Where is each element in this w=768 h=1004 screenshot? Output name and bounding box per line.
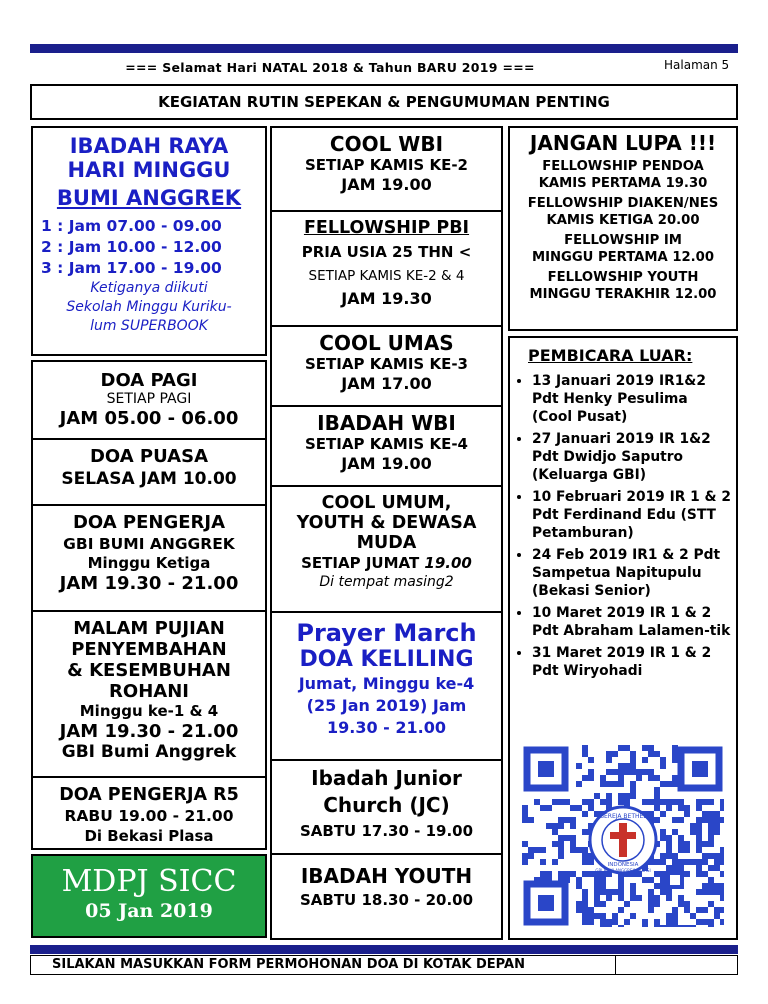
qr-code[interactable] (522, 745, 724, 927)
bottom-divider-bar (30, 945, 738, 954)
seal-top-text: GEREJA BETHEL (599, 813, 647, 820)
ibadah-youth-time: SABTU 18.30 - 20.00 (299, 891, 474, 909)
prayer-march-line-2: (25 Jan 2019) Jam (306, 696, 467, 715)
ibadah-youth-title: IBADAH YOUTH (300, 864, 473, 888)
ibadah-time-3: 3 : Jam 17.00 - 19.00 (41, 259, 222, 277)
cool-umas-sub: SETIAP KAMIS KE-3 (305, 355, 468, 373)
jangan-lupa-line-6: MINGGU PERTAMA 12.00 (531, 250, 715, 265)
doa-r5-time: RABU 19.00 - 21.00 (64, 807, 234, 825)
list-item: • 27 Januari 2019 IR 1&2 Pdt Dwidjo Saputro (Keluarga GBI) (532, 430, 732, 484)
doa-pagi-section (33, 362, 265, 438)
list-item: • 24 Feb 2019 IR1 & 2 Pdt Sampetua Napitupulu (Bekasi Senior) (532, 546, 732, 600)
doa-pengerja-place: GBI BUMI ANGGREK (63, 535, 235, 553)
cool-umum-place: Di tempat masing2 (319, 574, 454, 590)
fellowship-pbi-section (272, 210, 501, 325)
cool-wbi-sub: SETIAP KAMIS KE-2 (305, 156, 468, 174)
prayer-march-title: Prayer March (296, 619, 477, 647)
doa-pengerja-time: JAM 19.30 - 21.00 (59, 573, 239, 594)
mdpj-box (31, 854, 267, 938)
greeting-banner: === Selamat Hari NATAL 2018 & Tahun BARU 2019 === (125, 60, 535, 75)
pembicara-title-colon: : (685, 346, 693, 365)
malam-pujian-section (33, 610, 265, 776)
doa-pengerja-r5-section (33, 776, 265, 846)
ibadah-note-1: Ketiganya diikuti (90, 280, 208, 296)
ibadah-title-line2: HARI MINGGU (67, 158, 231, 182)
doa-r5-place: Di Bekasi Plasa (84, 827, 214, 845)
malam-pujian-line-2: PENYEMBAHAN (71, 639, 227, 660)
mdpj-title: MDPJ SICC (61, 864, 237, 899)
ibadah-note-2: Sekolah Minggu Kuriku- (66, 299, 232, 315)
ibadah-wbi-title: IBADAH WBI (317, 411, 456, 435)
cool-umum-line-2: YOUTH & DEWASA (296, 513, 477, 533)
list-item: • 31 Maret 2019 IR 1 & 2 Pdt Wiryohadi (532, 644, 732, 680)
cool-umum-day: SETIAP JUMAT (301, 554, 420, 572)
ibadah-raya-box (31, 126, 267, 356)
doa-puasa-title: DOA PUASA (89, 446, 209, 467)
malam-pujian-place: GBI Bumi Anggrek (61, 742, 237, 762)
qr-code-graphic (522, 745, 724, 927)
malam-pujian-line-3: & KESEMBUHAN (67, 660, 231, 681)
cool-wbi-section (272, 128, 501, 210)
pembicara-title: PEMBICARA LUAR (528, 346, 686, 365)
jangan-lupa-line-8: MINGGU TERAKHIR 12.00 (529, 287, 717, 302)
seal-bottom-text: GBI BUMI ANGGREK BEKASI (595, 868, 651, 873)
doa-pagi-title: DOA PAGI (100, 370, 198, 391)
cool-umas-section (272, 325, 501, 405)
cool-umum-line-3: MUDA (356, 533, 417, 553)
cool-wbi-time: JAM 19.00 (341, 175, 432, 194)
doa-pagi-sub: SETIAP PAGI (106, 391, 192, 407)
doa-r5-title: DOA PENGERJA R5 (59, 785, 239, 805)
jangan-lupa-line-7: FELLOWSHIP YOUTH (547, 270, 699, 285)
ibadah-junior-line-2: Church (JC) (323, 793, 450, 817)
ibadah-wbi-time: JAM 19.00 (341, 454, 432, 473)
cool-umum-line-1: COOL UMUM, (321, 493, 452, 513)
list-item: • 13 Januari 2019 IR1&2 Pdt Henky Pesulima (Cool Pusat) (532, 372, 732, 426)
jangan-lupa-line-3: FELLOWSHIP DIAKEN/NES (527, 196, 719, 211)
list-item: • 10 Maret 2019 IR 1 & 2 Pdt Abraham Lalamen-tik (532, 604, 732, 640)
doa-schedule-column (31, 360, 267, 850)
mdpj-date: 05 Jan 2019 (85, 900, 213, 922)
footer-divider (615, 955, 616, 975)
ibadah-junior-line-1: Ibadah Junior (311, 766, 462, 790)
doa-puasa-section (33, 438, 265, 504)
prayer-march-section (272, 611, 501, 759)
events-column (270, 126, 503, 940)
jangan-lupa-line-1: FELLOWSHIP PENDOA (542, 159, 704, 174)
doa-puasa-time: SELASA JAM 10.00 (61, 469, 237, 489)
jangan-lupa-line-2: KAMIS PERTAMA 19.30 (538, 176, 708, 191)
ibadah-note-3: lum SUPERBOOK (90, 318, 208, 334)
ibadah-junior-time: SABTU 17.30 - 19.00 (299, 822, 474, 840)
jangan-lupa-title: JANGAN LUPA !!! (529, 131, 717, 155)
jangan-lupa-line-4: KAMIS KETIGA 20.00 (546, 213, 700, 228)
malam-pujian-line-1: MALAM PUJIAN (73, 618, 225, 639)
malam-pujian-line-4: ROHANI (109, 681, 189, 702)
page-title: KEGIATAN RUTIN SEPEKAN & PENGUMUMAN PENTING (30, 84, 738, 120)
doa-pengerja-title: DOA PENGERJA (72, 512, 226, 533)
fellowship-pbi-time: JAM 19.30 (341, 289, 432, 308)
cool-umas-time: JAM 17.00 (341, 374, 432, 393)
footer-text: SILAKAN MASUKKAN FORM PERMOHONAN DOA DI KOTAK DEPAN (52, 957, 525, 972)
ibadah-location: BUMI ANGGREK (56, 186, 242, 210)
doa-pengerja-sub: Minggu Ketiga (87, 554, 211, 572)
ibadah-wbi-section (272, 405, 501, 485)
malam-pujian-sub: Minggu ke-1 & 4 (79, 702, 219, 720)
ibadah-title-line1: IBADAH RAYA (69, 134, 229, 158)
cool-umum-section (272, 485, 501, 611)
ibadah-time-1: 1 : Jam 07.00 - 09.00 (41, 217, 222, 235)
prayer-march-sub: DOA KELILING (299, 647, 474, 672)
jangan-lupa-box (508, 126, 738, 331)
seal-mid-text: INDONESIA (607, 862, 639, 868)
ibadah-junior-section (272, 759, 501, 853)
cool-umum-time: 19.00 (424, 554, 472, 572)
fellowship-pbi-sub2: SETIAP KAMIS KE-2 & 4 (308, 268, 465, 284)
doa-pengerja-section (33, 504, 265, 610)
prayer-march-line-3: 19.30 - 21.00 (327, 718, 446, 737)
fellowship-pbi-title: FELLOWSHIP PBI (303, 218, 470, 238)
cool-wbi-title: COOL WBI (329, 132, 444, 156)
doa-pagi-time: JAM 05.00 - 06.00 (59, 408, 239, 429)
ibadah-youth-section (272, 853, 501, 911)
fellowship-pbi-sub1: PRIA USIA 25 THN < (301, 243, 472, 261)
ibadah-wbi-sub: SETIAP KAMIS KE-4 (305, 435, 468, 453)
page-number: Halaman 5 (664, 58, 730, 72)
prayer-march-line-1: Jumat, Minggu ke-4 (298, 674, 475, 693)
jangan-lupa-line-5: FELLOWSHIP IM (564, 233, 682, 248)
cool-umas-title: COOL UMAS (319, 331, 454, 355)
malam-pujian-time: JAM 19.30 - 21.00 (59, 721, 239, 742)
pembicara-list (510, 372, 736, 680)
top-divider-bar (30, 44, 738, 53)
list-item: • 10 Februari 2019 IR 1 & 2 Pdt Ferdinand Edu (STT Petamburan) (532, 488, 732, 542)
ibadah-time-2: 2 : Jam 10.00 - 12.00 (41, 238, 222, 256)
